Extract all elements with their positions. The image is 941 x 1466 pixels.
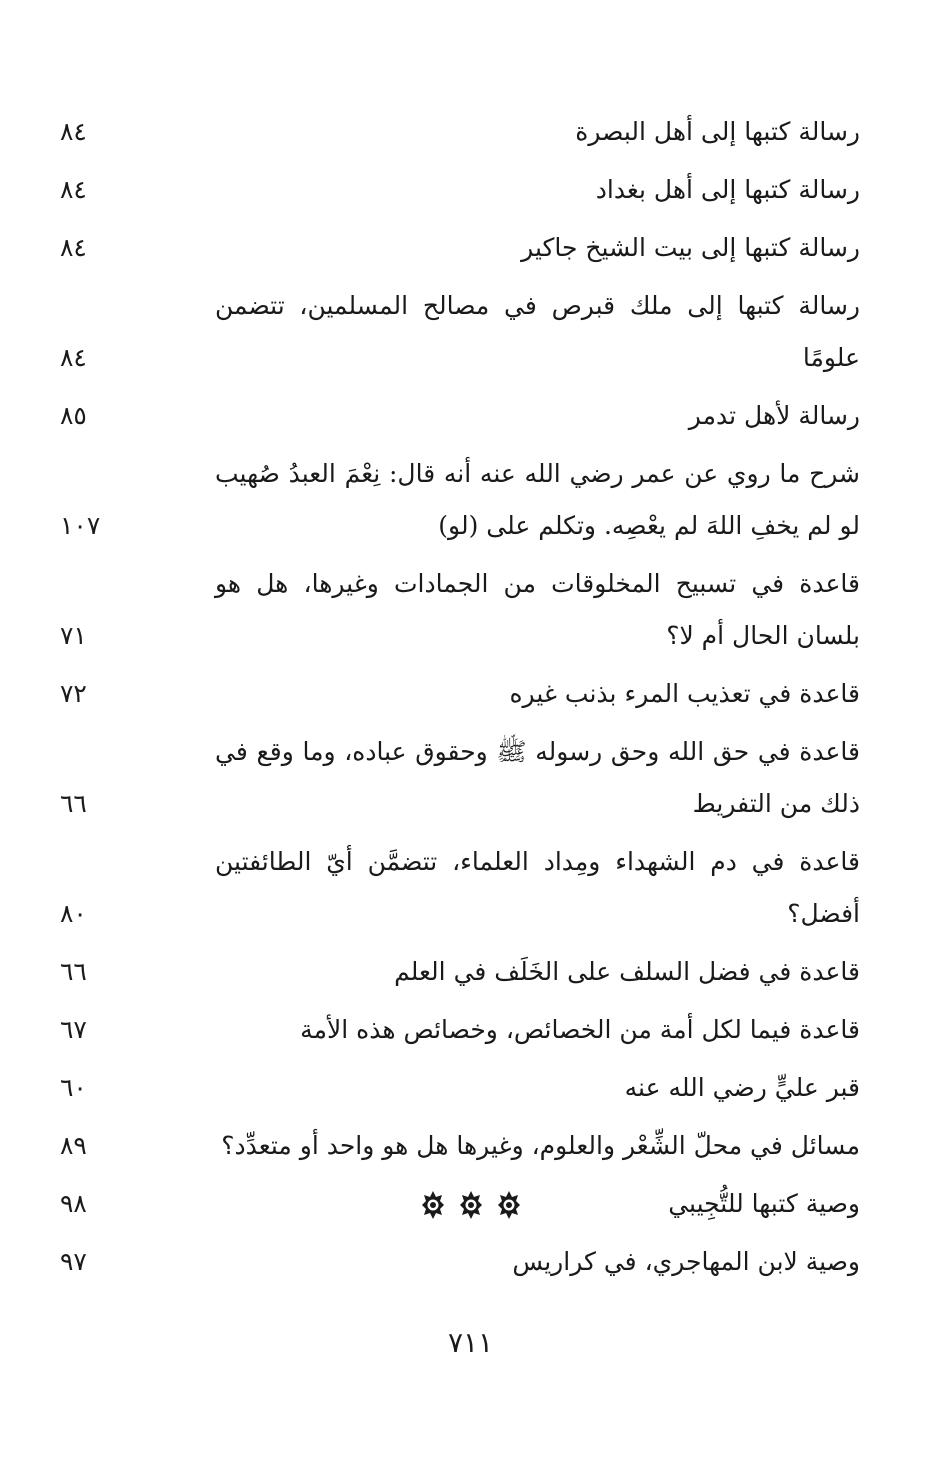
entry-title: قاعدة في حق الله وحق رسوله ﷺ وحقوق عباده، وما وقع في ذلك من التفريط	[215, 737, 860, 818]
entry-page-number: ٧٢	[60, 679, 87, 708]
index-entry	[60, 106, 860, 158]
index-entry	[60, 1062, 860, 1114]
index-entry	[60, 1004, 860, 1056]
entry-title: قاعدة في تسبيح المخلوقات من الجمادات وغيرها، هل هو بلسان الحال أم لا؟	[215, 569, 860, 650]
index-entry	[60, 946, 860, 998]
entry-page-number: ٨٤	[60, 233, 87, 262]
entry-page-number: ٨٩	[60, 1131, 87, 1160]
index-entry	[60, 1236, 860, 1288]
entry-title: وصية كتبها للتُّجِيبي	[668, 1189, 860, 1218]
entry-title: قاعدة في فضل السلف على الخَلَف في العلم	[394, 957, 860, 986]
entry-page-number: ٩٨	[60, 1189, 87, 1218]
entry-title: رسالة لأهل تدمر	[688, 401, 860, 430]
entry-title: قاعدة فيما لكل أمة من الخصائص، وخصائص هذه الأمة	[300, 1015, 860, 1044]
entry-page-number: ٨٥	[60, 401, 87, 430]
index-entry	[60, 836, 860, 940]
entry-title: قاعدة في دم الشهداء ومِداد العلماء، تتضمَّن أيّ الطائفتين أفضل؟	[215, 847, 860, 928]
entry-title: مسائل في محلّ الشِّعْر والعلوم، وغيرها هل هو واحد أو متعدِّد؟	[221, 1131, 860, 1160]
index-entry	[60, 448, 860, 552]
entry-title: قاعدة في تعذيب المرء بذنب غيره	[509, 679, 860, 708]
entry-page-number: ٨٠	[60, 899, 87, 928]
index-entry	[60, 1120, 860, 1172]
section-ornaments	[0, 1190, 941, 1220]
entry-page-number: ٦٠	[60, 1073, 87, 1102]
ornament-icon	[421, 1190, 445, 1220]
entry-page-number: ١٠٧	[60, 511, 101, 540]
index-entry	[60, 558, 860, 662]
ornament-icon	[459, 1190, 483, 1220]
entry-page-number: ٨٤	[60, 175, 87, 204]
index-entry	[60, 390, 860, 442]
index-list	[60, 106, 860, 1294]
entry-title: قبر عليٍّ رضي الله عنه	[624, 1073, 860, 1102]
index-entry	[60, 222, 860, 274]
index-entry	[60, 668, 860, 720]
entry-page-number: ٧١	[60, 621, 87, 650]
entry-title: رسالة كتبها إلى أهل البصرة	[575, 117, 860, 146]
entry-page-number: ٦٦	[60, 789, 87, 818]
page-number: ٧١١	[447, 1326, 494, 1359]
entry-page-number: ٨٤	[60, 117, 87, 146]
entry-title: رسالة كتبها إلى بيت الشيخ جاكير	[521, 233, 860, 262]
entry-title: رسالة كتبها إلى ملك قبرص في مصالح المسلمين، تتضمن علومًا	[215, 291, 860, 372]
entry-page-number: ٩٧	[60, 1247, 87, 1276]
ornament-icon	[497, 1190, 521, 1220]
index-entry	[60, 726, 860, 830]
entry-title: رسالة كتبها إلى أهل بغداد	[595, 175, 860, 204]
entry-page-number: ٦٧	[60, 1015, 87, 1044]
entry-page-number: ٦٦	[60, 957, 87, 986]
index-entry	[60, 280, 860, 384]
entry-title: شرح ما روي عن عمر رضي الله عنه أنه قال: نِعْمَ العبدُ صُهيب لو لم يخفِ اللهَ لم يعْصِه. وتكلم على (لو)	[215, 459, 860, 540]
entry-page-number: ٨٤	[60, 343, 87, 372]
index-entry	[60, 164, 860, 216]
entry-title: وصية لابن المهاجري، في كراريس	[512, 1247, 860, 1276]
